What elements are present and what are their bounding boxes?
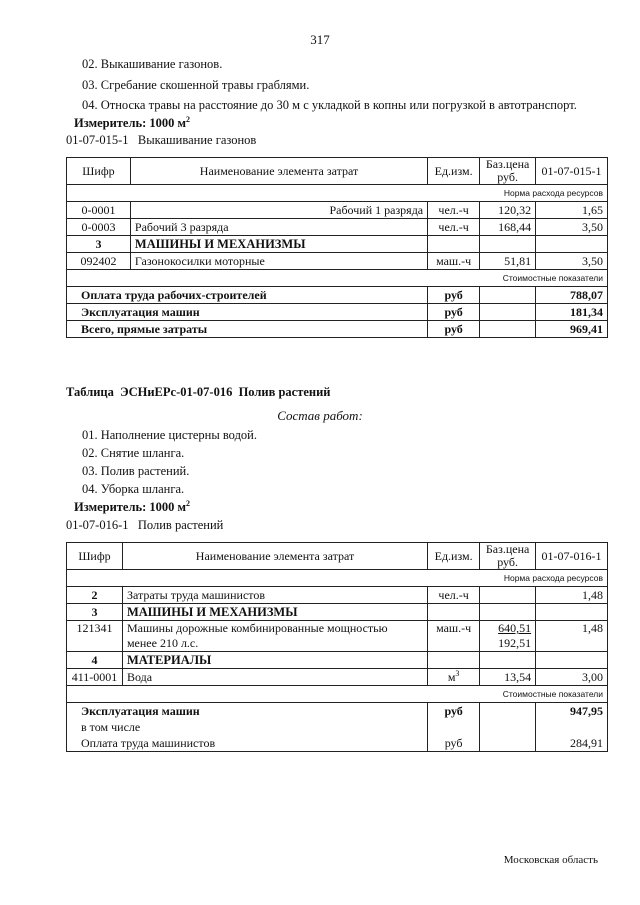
table-row: 0-0003 Рабочий 3 разряда чел.-ч 168,44 3,50 xyxy=(67,219,608,236)
table-row: 121341 Машины дорожные комбинированные мощностью менее 210 л.с. маш.-ч 640,51 192,51 1,48 xyxy=(67,621,608,652)
total-row: Эксплуатация машин руб 181,34 xyxy=(67,304,608,321)
cost-table-2 xyxy=(66,542,608,752)
col-header-code: Шифр xyxy=(67,158,131,185)
table-title: Таблица ЭСНиЕРс-01-07-016 Полив растений xyxy=(66,385,331,399)
col-header-code: Шифр xyxy=(67,543,123,570)
col-header-unit: Ед.изм. xyxy=(428,543,480,570)
total-row: Всего, прямые затраты руб 969,41 xyxy=(67,321,608,338)
section-row: 3 МАШИНЫ И МЕХАНИЗМЫ xyxy=(67,604,608,621)
code-title: 01-07-016-1 Полив растений xyxy=(66,518,224,532)
cost-label: Стоимостные показатели xyxy=(67,686,608,703)
work-line: 04. Уборка шланга. xyxy=(82,482,185,496)
code-title: 01-07-015-1 Выкашивание газонов xyxy=(66,133,257,147)
footer-region: Московская область xyxy=(503,854,598,866)
measure-label: Измеритель: 1000 $м^2$ xyxy=(74,499,191,515)
cost-table-1 xyxy=(66,157,608,338)
col-header-unit: Ед.изм. xyxy=(428,158,480,185)
col-header-value: 01-07-016-1 xyxy=(536,543,608,570)
col-header-name: Наименование элемента затрат xyxy=(130,158,427,185)
work-line: 01. Наполнение цистерны водой. xyxy=(82,428,257,442)
table-row: 411-0001 Вода $м^3$ 13,54 3,00 xyxy=(67,669,608,686)
section-row: 3 МАШИНЫ И МЕХАНИЗМЫ xyxy=(67,236,608,253)
measure-label: Измеритель: 1000 $м^2$ xyxy=(74,115,191,131)
work-line: 03. Сгребание скошенной травы граблями. xyxy=(82,78,310,92)
col-header-price: Баз.цена руб. xyxy=(480,158,536,185)
total-row: Эксплуатация машин руб 947,95 xyxy=(67,703,608,720)
work-line: 02. Выкашивание газонов. xyxy=(82,57,223,71)
work-line: 03. Полив растений. xyxy=(82,464,190,478)
col-header-price: Баз.цена руб. xyxy=(480,543,536,570)
col-header-name: Наименование элемента затрат xyxy=(122,543,427,570)
total-row: Оплата труда рабочих-строителей руб 788,07 xyxy=(67,287,608,304)
work-line: 04. Относка травы на расстояние до 30 м с укладкой в копны или погрузкой в автотранспорт. xyxy=(82,98,577,112)
work-line: 02. Снятие шланга. xyxy=(82,446,185,460)
norm-label: Норма расхода ресурсов xyxy=(67,570,608,587)
composition-heading: Состав работ: xyxy=(277,408,363,423)
cost-label: Стоимостные показатели xyxy=(67,270,608,287)
total-row: Оплата труда машинистов руб 284,91 xyxy=(67,735,608,752)
page-number: 317 xyxy=(310,32,330,47)
table-row: 0-0001 Рабочий 1 разряда чел.-ч 120,32 1,65 xyxy=(67,202,608,219)
col-header-value: 01-07-015-1 xyxy=(536,158,608,185)
norm-label: Норма расхода ресурсов xyxy=(67,185,608,202)
section-row: 4 МАТЕРИАЛЫ xyxy=(67,652,608,669)
table-row: 2 Затраты труда машинистов чел.-ч 1,48 xyxy=(67,587,608,604)
total-row: в том числе xyxy=(67,719,608,735)
table-row: 092402 Газонокосилки моторные маш.-ч 51,81 3,50 xyxy=(67,253,608,270)
